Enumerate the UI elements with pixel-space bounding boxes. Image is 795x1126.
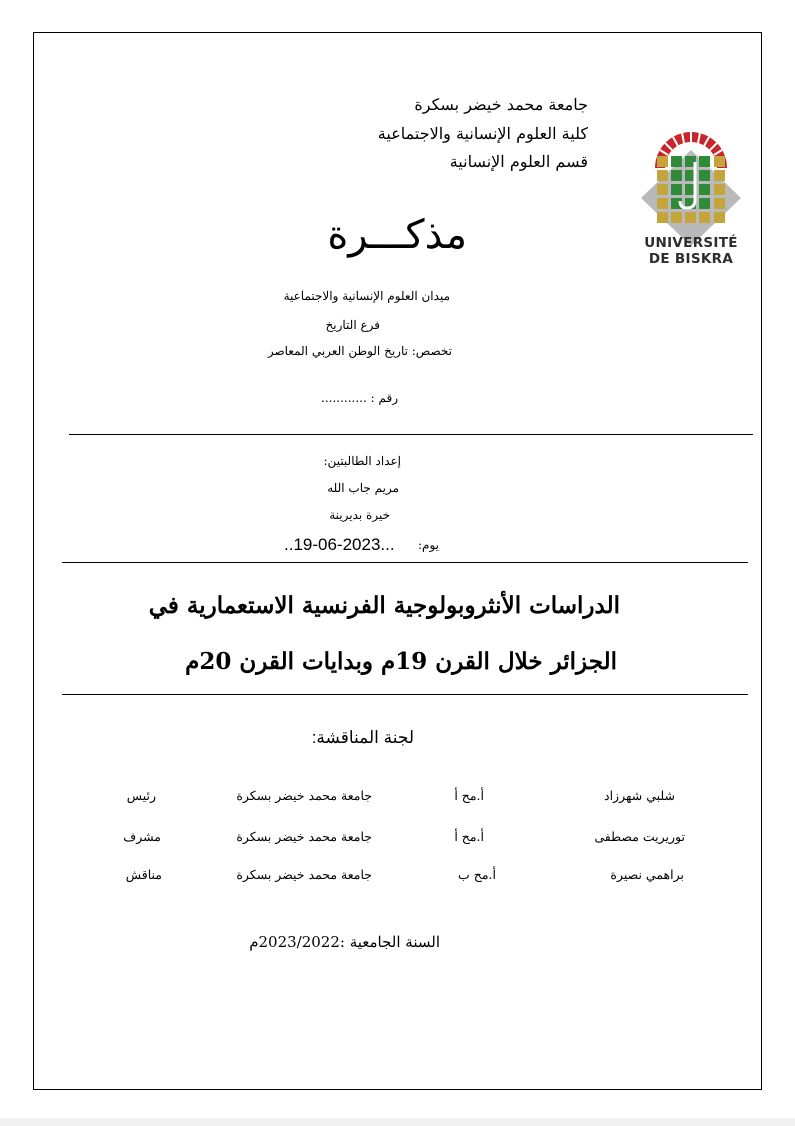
academic-year: السنة الجامعية :2023/2022م [249, 933, 440, 951]
member-institution: جامعة محمد خيضر بسكرة [236, 867, 372, 882]
branch-line: فرع التاريخ [325, 318, 380, 332]
member-name: براهمي نصيرة [610, 867, 684, 882]
member-grade: أ.مح أ [454, 829, 484, 844]
student-name-1: مريم جاب الله [327, 481, 399, 495]
specialty-line: تخصص: تاريخ الوطن العربي المعاصر [267, 344, 452, 358]
department-name: قسم العلوم الإنسانية [449, 152, 588, 171]
thesis-title-line2: الجزائر خلال القرن 19م وبدايات القرن 20م [185, 648, 617, 675]
field-line: ميدان العلوم الإنسانية والاجتماعية [283, 289, 450, 303]
member-role: رئيس [126, 788, 156, 803]
member-institution: جامعة محمد خيضر بسكرة [236, 829, 372, 844]
member-name: شلبي شهرزاد [604, 788, 675, 803]
number-line: رقم : ............ [321, 391, 398, 405]
date-label: يوم: [417, 538, 439, 552]
date-value: ..19-06-2023... [284, 535, 395, 554]
member-institution: جامعة محمد خيضر بسكرة [236, 788, 372, 803]
member-grade: أ.مح ب [458, 867, 496, 882]
member-role: مناقش [125, 867, 162, 882]
student-name-2: خيرة بديرينة [329, 508, 390, 522]
thesis-title-line1: الدراسات الأنثروبولوجية الفرنسية الاستعمارية في [148, 592, 620, 619]
university-name: جامعة محمد خيضر بسكرة [414, 95, 588, 114]
logo-text-line1: UNIVERSITÉ [644, 235, 738, 251]
divider-top [69, 434, 753, 435]
faculty-name: كلية العلوم الإنسانية والاجتماعية [377, 124, 588, 143]
logo-text-line2: DE BISKRA [648, 251, 734, 267]
divider-middle [62, 562, 748, 563]
committee-heading: لجنة المناقشة: [311, 728, 414, 747]
memo-title: مذكـــرة [327, 212, 467, 258]
students-label: إعداد الطالبتين: [323, 454, 401, 468]
member-grade: أ.مح أ [454, 788, 484, 803]
member-name: توريريت مصطفى [594, 829, 685, 844]
member-role: مشرف [123, 829, 161, 844]
divider-bottom [62, 694, 748, 695]
